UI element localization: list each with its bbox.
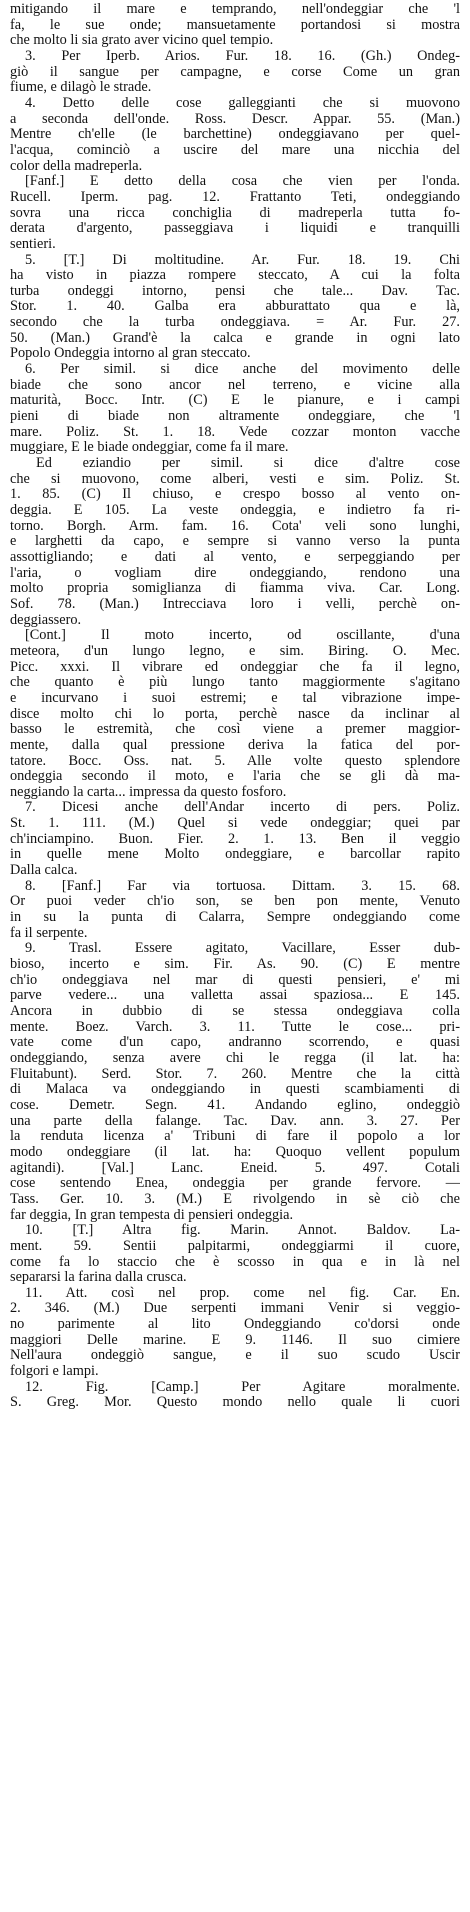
text-line: l'acqua, cominciò a uscire del mare una nicchia del: [10, 142, 460, 158]
text-line: agitandi). [Val.] Lanc. Eneid. 5. 497. Cotali: [10, 1160, 460, 1176]
text-line: torno. Borgh. Arm. fam. 16. Cota' veli sono lunghi,: [10, 518, 460, 534]
text-line: la renduta licenza a' Tribuni di fare il popolo a lor: [10, 1129, 460, 1145]
text-line: vate come d'un capo, andranno scorrendo, e quasi: [10, 1035, 460, 1051]
text-line: no parimente al lito Ondeggiando co'dorsi onde: [10, 1317, 460, 1333]
text-line: ondeggiando, senza avere chi le regga (il lat. ha:: [10, 1050, 460, 1066]
text-line: deggia. E 105. La veste ondeggia, e indietro fa ri-: [10, 503, 460, 518]
text-line: 9. Trasl. Essere agitato, Vacillare, Esser dub-: [25, 941, 460, 957]
text-line: mente. Boez. Varch. 3. 11. Tutte le cose... pri-: [10, 1019, 460, 1035]
text-line: Rucell. Iperm. pag. 12. Frattanto Teti, ondeggiando: [10, 189, 460, 205]
text-line: color della madreperla.: [10, 158, 143, 174]
text-line: sentieri.: [10, 236, 56, 252]
text-line: 5. [T.] Di moltitudine. Ar. Fur. 18. 19. Chi: [25, 252, 460, 268]
text-line: Picc. xxxi. Il vibrare ed ondeggiar che fa il legno,: [10, 659, 460, 675]
text-line: Dalla calca.: [10, 863, 78, 879]
text-line: Ed eziandio per simil. si dice d'altre cose: [36, 456, 460, 472]
text-line: Fluitabunt). Serd. Stor. 7. 260. Mentre che la città: [10, 1066, 460, 1082]
text-line: 11. Att. così nel prop. come nel fig. Car. En.: [25, 1285, 460, 1301]
text-line: cose sentendo Enea, ondeggia per grande fervore. —: [10, 1176, 460, 1192]
text-line: 2. 346. (M.) Due serpenti immani Venir si veggio-: [10, 1301, 460, 1317]
text-line: cose. Demetr. Segn. 41. Andando eglino, ondeggiò: [10, 1097, 460, 1113]
text-line: 7. Dicesi anche dell'Andar incerto di pers. Poliz.: [25, 800, 460, 816]
text-line: [Fanf.] E detto della cosa che vien per l'onda.: [25, 174, 460, 190]
text-line: e incurvano i suoi estremi; e tal vibrazione impe-: [10, 690, 460, 706]
text-line: ondeggia secondo il moto, e l'aria che se gli dà ma-: [10, 769, 460, 785]
text-line: far deggia, In gran tempesta di pensieri ondeggia.: [10, 1207, 294, 1223]
text-line: basso le estremità, che così viene a premer maggior-: [10, 722, 460, 738]
text-line: 1. 85. (C) Il chiuso, e crespo bosso al vento on-: [10, 487, 460, 503]
text-line: ha visto in piazza rompere steccato, A cui la folta: [10, 268, 460, 284]
text-line: meteora, d'un lungo legno, e sim. Biring. O. Mec.: [10, 643, 460, 659]
text-line: Stor. 1. 40. Galba era abburattato qua e là,: [10, 299, 460, 315]
text-line: maturità, Bocc. Intr. (C) E le pianure, e i campi: [10, 393, 460, 409]
text-line: Popolo Ondeggia intorno al gran steccato.: [10, 346, 251, 362]
text-line: [Cont.] Il moto incerto, od oscillante, d'una: [25, 628, 460, 644]
text-line: che quanto è più lungo tanto maggiormente s'agitano: [10, 675, 460, 691]
text-line: 3. Per Iperb. Arios. Fur. 18. 16. (Gh.) Ondeg-: [25, 48, 460, 64]
text-line: a seconda dell'onde. Ross. Descr. Appar. 55. (Man.): [10, 111, 460, 127]
text-line: che molto li sia grato aver vicino quel tempio.: [10, 33, 274, 49]
text-line: Ancora in dubbio di se stessa ondeggiava colla: [10, 1004, 460, 1019]
text-line: come fa lo staccio che è scosso in qua e in là nel: [10, 1254, 460, 1270]
text-line: bioso, incerto e sim. Fir. As. 90. (C) E mentre: [10, 957, 460, 973]
text-line: 10. [T.] Altra fig. Marin. Annot. Baldov. La-: [25, 1223, 460, 1239]
text-line: separarsi la farina dalla crusca.: [10, 1270, 187, 1286]
text-line: in su la punta di Calarra, Sempre ondeggiando come: [10, 910, 460, 926]
text-line: modo ondeggiare (il lat. ha: Quoquo vellent populum: [10, 1144, 460, 1160]
text-line: turba ondeggi intorno, pensi che tale... Dav. Tac.: [10, 283, 460, 299]
text-line: ch'inciampino. Buon. Fier. 2. 1. 13. Ben il veggio: [10, 831, 460, 847]
text-line: ment. 59. Sentii palpitarmi, ondeggiarmi il cuore,: [10, 1238, 460, 1254]
text-line: muggiare, E le biade ondeggiar, come fa il mare.: [10, 440, 289, 456]
text-line: St. 1. 111. (M.) Quel si vede ondeggiar; quei par: [10, 816, 460, 832]
text-line: 8. [Fanf.] Far via tortuosa. Dittam. 3. 15. 68.: [25, 878, 460, 894]
text-line: molto propria somiglianza di fiamma viva. Car. Long.: [10, 581, 460, 597]
text-line: in quelle mene Molto ondeggiare, e barcollar rapito: [10, 847, 460, 863]
text-line: S. Greg. Mor. Questo mondo nello quale li cuori: [10, 1395, 460, 1411]
text-line: maggiori Delle marine. E 9. 1146. Il suo cimiere: [10, 1332, 460, 1348]
text-line: Tass. Ger. 10. 3. (M.) E rivolgendo in sè ciò che: [10, 1191, 460, 1207]
text-line: neggiando la carta... impressa da questo fosforo.: [10, 784, 287, 800]
text-line: 12. Fig. [Camp.] Per Agitare moralmente.: [25, 1379, 460, 1395]
text-line: fa, le sue onde; mansuetamente portandosi si mostra: [10, 17, 460, 33]
text-line: 4. Detto delle cose galleggianti che si muovono: [25, 95, 460, 111]
text-line: di Malaca va ondeggiando in questi scambiamenti di: [10, 1082, 460, 1098]
text-line: e larghetti da capo, e sempre si vanno verso la punta: [10, 534, 460, 550]
text-line: mente, dalla qual pressione deriva la fatica del por-: [10, 737, 460, 753]
text-line: folgori e lampi.: [10, 1364, 99, 1380]
text-line: pieni di biade non altramente ondeggiare, che 'l: [10, 409, 460, 425]
text-line: deggiassero.: [10, 612, 82, 628]
text-line: fa il serpente.: [10, 925, 88, 941]
text-line: mare. Poliz. St. 1. 18. Vede cozzar monton vacche: [10, 424, 460, 440]
text-column: [10, 2, 460, 1411]
text-line: ch'io ondeggiava nel mar di questi pensieri, e' mi: [10, 972, 460, 988]
text-line: disce molto chi lo porta, perchè nasce da inclinar al: [10, 706, 460, 722]
text-line: 6. Per simil. si dice anche del movimento delle: [25, 362, 460, 378]
text-line: sovra una ricca conchiglia di madreperla tutta fo-: [10, 205, 460, 221]
text-line: che si muovono, come alberi, vesti e sim. Poliz. St.: [10, 471, 460, 487]
text-line: derata d'argento, passeggiava i liquidi e tranquilli: [10, 221, 460, 237]
text-line: Sof. 78. (Man.) Intrecciava loro i velli, perchè on-: [10, 596, 460, 612]
text-line: assottigliando; e dati al vento, e serpeggiando per: [10, 549, 460, 565]
text-line: una parte della falange. Tac. Dav. ann. 3. 27. Per: [10, 1113, 460, 1129]
text-line: Or puoi veder ch'io son, se ben pon mente, Venuto: [10, 894, 460, 910]
text-line: giò il sangue per campagne, e corse Come un gran: [10, 64, 460, 80]
text-line: 50. (Man.) Grand'è la calca e grande in ogni lato: [10, 330, 460, 346]
text-line: secondo che la turba ondeggiava. = Ar. Fur. 27.: [10, 315, 460, 331]
text-line: parve vedere... una valletta assai spaziosa... E 145.: [10, 988, 460, 1004]
text-line: fiume, e dilagò le strade.: [10, 80, 152, 96]
text-line: mitigando il mare e temprando, nell'ondeggiar che 'l: [10, 2, 460, 17]
text-line: Nell'aura ondeggiò sangue, e il suo scudo Uscir: [10, 1348, 460, 1364]
text-line: l'aria, o vogliam dire ondeggiando, rendono una: [10, 565, 460, 581]
text-line: Mentre ch'elle (le barchettine) ondeggiavano per quel-: [10, 127, 460, 143]
text-line: biade che sono ancor nel terreno, e vicine alla: [10, 377, 460, 393]
text-line: tatore. Bocc. Oss. nat. 5. Alle volte questo splendore: [10, 753, 460, 769]
